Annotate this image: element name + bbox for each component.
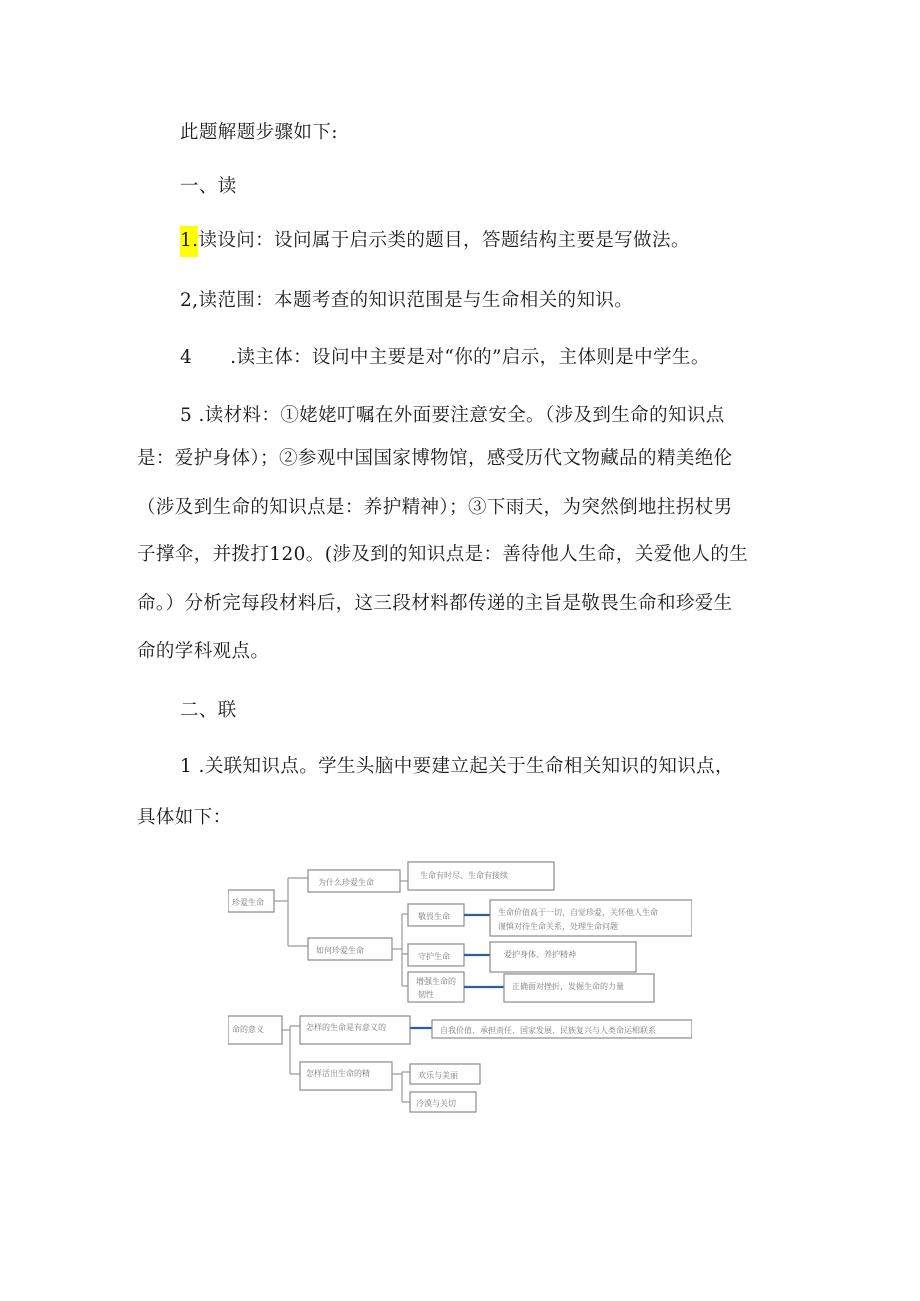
- section1-title: 一、读: [180, 176, 237, 197]
- item3-number: 4: [180, 347, 193, 368]
- mm-root1: 珍爱生命: [232, 898, 264, 907]
- mm-b2-ans: 爱护身体、养护精神: [504, 950, 576, 959]
- section1-item4-line3: （涉及到生命的知识点是：养护精神）；③下雨天，为突然倒地拄拐杖男: [137, 497, 733, 518]
- section1-item1: [180, 226, 690, 257]
- mm-b3-1: 增强生命的: [416, 977, 456, 986]
- mm-c1: 欢乐与美丽: [418, 1071, 458, 1080]
- section1-item4-line5: 命。）分析完每段材料后，这三段材料都传递的主旨是敬畏生命和珍爱生: [137, 593, 733, 614]
- mm-b3-ans: 正确面对挫折，发掘生命的力量: [512, 982, 624, 991]
- mm-b3-2: 韧性: [418, 990, 434, 999]
- highlighted-number: 1.: [180, 226, 198, 257]
- section1-item2: 2,读范围：本题考查的知识范围是与生命相关的知识。: [180, 290, 634, 311]
- mm-q3: 怎样的生命是有意义的: [306, 1023, 386, 1032]
- intro-text: 此题解题步骤如下:: [180, 122, 338, 143]
- item3-text: .读主体：设问中主要是对“你的”启示，主体则是中学生。: [230, 347, 710, 368]
- section1-item4-line2: 是：爱护身体）；②参观中国国家博物馆，感受历代文物藏品的精美绝伦: [137, 448, 733, 469]
- section1-item4-line4: 子撑伞，并拨打120。(涉及到的知识点是：善待他人生命，关爱他人的生: [137, 544, 749, 565]
- mm-c2: 冷漠与关切: [416, 1099, 456, 1108]
- section1-item4-line1: 5 .读材料：①姥姥叮嘱在外面要注意安全。（涉及到生命的知识点: [180, 405, 725, 426]
- section1-item4-line6: 命的学科观点。: [137, 641, 270, 662]
- section2-item1-line1: 1 .关联知识点。学生头脑中要建立起关于生命相关知识的知识点，: [180, 756, 734, 777]
- mm-b1-ans-2: 谨慎对待生命关系，处理生命问题: [498, 922, 618, 931]
- mm-b1-ans-1: 生命价值高于一切，自觉珍爱，关怀他人生命: [498, 908, 658, 917]
- mm-q1-ans: 生命有时尽、生命有接续: [420, 871, 508, 880]
- mm-q3-ans: 自我价值、承担责任、国家发展、民族复兴与人类命运相联系: [440, 1026, 656, 1035]
- knowledge-mindmap: [228, 858, 692, 1116]
- item1-text: 读设问：设问属于启示类的题目，答题结构主要是写做法。: [198, 230, 690, 251]
- mm-q4: 怎样活出生命的精: [306, 1069, 370, 1078]
- mm-q1: 为什么珍爱生命: [318, 878, 374, 887]
- section1-item3: [180, 343, 710, 369]
- mm-b2: 守护生命: [418, 952, 450, 961]
- mm-root2: 命的意义: [232, 1025, 264, 1034]
- mm-q2: 如何珍爱生命: [316, 946, 364, 955]
- section2-item1-line2: 具体如下：: [137, 807, 232, 828]
- mm-b1: 敬畏生命: [418, 912, 450, 921]
- section2-title: 二、联: [180, 700, 237, 721]
